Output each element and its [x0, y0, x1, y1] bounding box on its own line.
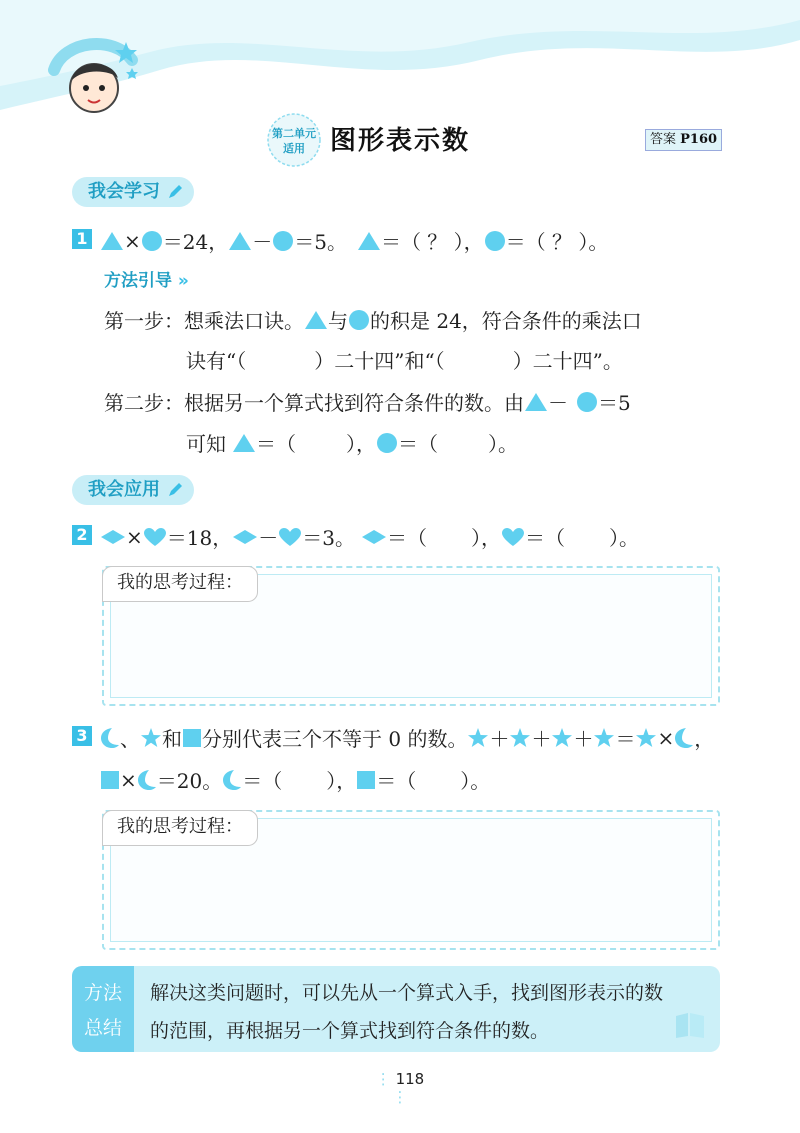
circle-icon: [576, 391, 598, 413]
star-icon: [551, 727, 573, 749]
question-number-2: 2: [72, 525, 92, 545]
summary-line1: 解决这类问题时，可以先从一个算式入手，找到图形表示的数: [150, 982, 664, 1004]
triangle-icon: [304, 310, 328, 330]
unit-badge: [266, 112, 322, 168]
q1-eq5: ＝5。: [294, 230, 347, 254]
q2-thinking-label: 我的思考过程：: [102, 566, 258, 602]
page-number: ⋮ 118 ⋮: [375, 1070, 425, 1106]
guide-step1-line2: 诀有“（ ）二十四”和“（ ）二十四”。: [186, 349, 623, 373]
section-learn-title: 我会学习: [88, 181, 160, 202]
circle-icon: [141, 230, 163, 252]
moon-icon: [137, 769, 157, 791]
guide-step2-line2: 可知 ＝（ ）， ＝（ ）。: [186, 432, 518, 456]
question-3-line1: 、 和 分别代表三个不等于 0 的数。 ＋ ＋ ＋ ＝ × ，: [100, 723, 714, 752]
triangle-icon: [228, 231, 252, 251]
star-icon: [635, 727, 657, 749]
guide-step2-line1: 第二步： 根据另一个算式找到符合条件的数。由 － ＝5: [104, 387, 631, 416]
question-1-text: [100, 226, 608, 255]
square-icon: [356, 770, 376, 790]
circle-icon: [484, 230, 506, 252]
book-icon: [672, 1010, 708, 1040]
triangle-icon: [524, 392, 548, 412]
triangle-icon: [357, 231, 381, 251]
square-icon: [100, 770, 120, 790]
square-icon: [182, 728, 202, 748]
question-2-text: × ＝18， － ＝3。 ＝（ ）， ＝（ ）。: [100, 522, 639, 551]
question-number-1: 1: [72, 229, 92, 249]
answer-label: 答案: [650, 132, 677, 147]
method-summary-text: [150, 974, 710, 1050]
section-apply-title: 我会应用: [88, 479, 160, 500]
star-icon: [509, 727, 531, 749]
question-3-line2: × ＝20。 ＝（ ）， ＝（ ）。: [100, 765, 490, 794]
circle-icon: [376, 432, 398, 454]
pencil-icon: [166, 183, 184, 201]
section-apply-pill: [72, 475, 194, 505]
q1-answer-triangle[interactable]: ＝（ ？ ），: [380, 230, 484, 254]
q1-answer-circle[interactable]: ＝（ ？ ）。: [505, 230, 609, 254]
step2-label: 第二步：: [104, 391, 184, 415]
heart-icon: [278, 527, 302, 547]
page-title: 图形表示数: [330, 126, 471, 156]
triangle-icon: [100, 231, 124, 251]
summary-tag-line1: 方法: [83, 982, 122, 1004]
q1-times: ×: [124, 228, 141, 253]
section-learn-pill: [72, 177, 194, 207]
heart-icon: [143, 527, 167, 547]
moon-icon: [100, 727, 120, 749]
diamond-icon: [361, 529, 387, 545]
pencil-icon: [166, 481, 184, 499]
triangle-icon: [232, 433, 256, 453]
moon-icon: [222, 769, 242, 791]
star-icon: [593, 727, 615, 749]
circle-icon: [348, 309, 370, 331]
moon-icon: [674, 727, 694, 749]
mascot-icon: [44, 30, 144, 120]
star-icon: [140, 727, 162, 749]
circle-icon: [272, 230, 294, 252]
question-number-3: 3: [72, 726, 92, 746]
answer-reference[interactable]: [645, 129, 722, 151]
unit-badge-line1: 第二单元: [272, 127, 316, 140]
step1-label: 第一步：: [104, 309, 184, 333]
heart-icon: [501, 527, 525, 547]
diamond-icon: [100, 529, 126, 545]
q1-minus: －: [252, 230, 273, 254]
diamond-icon: [232, 529, 258, 545]
answer-page: P160: [680, 132, 718, 147]
q1-eq24: ＝24，: [162, 230, 229, 254]
summary-line2: 的范围，再根据另一个算式找到符合条件的数。: [150, 1020, 550, 1042]
unit-badge-line2: 适用: [283, 142, 305, 155]
q3-thinking-label: 我的思考过程：: [102, 810, 258, 846]
star-icon: [467, 727, 489, 749]
method-guide-title: 方法引导 »: [104, 271, 189, 291]
method-summary-tag: [72, 966, 134, 1052]
guide-step1-line1: 第一步： 想乘法口诀。 与 的积是 24，符合条件的乘法口: [104, 305, 642, 334]
summary-tag-line2: 总结: [83, 1017, 122, 1039]
